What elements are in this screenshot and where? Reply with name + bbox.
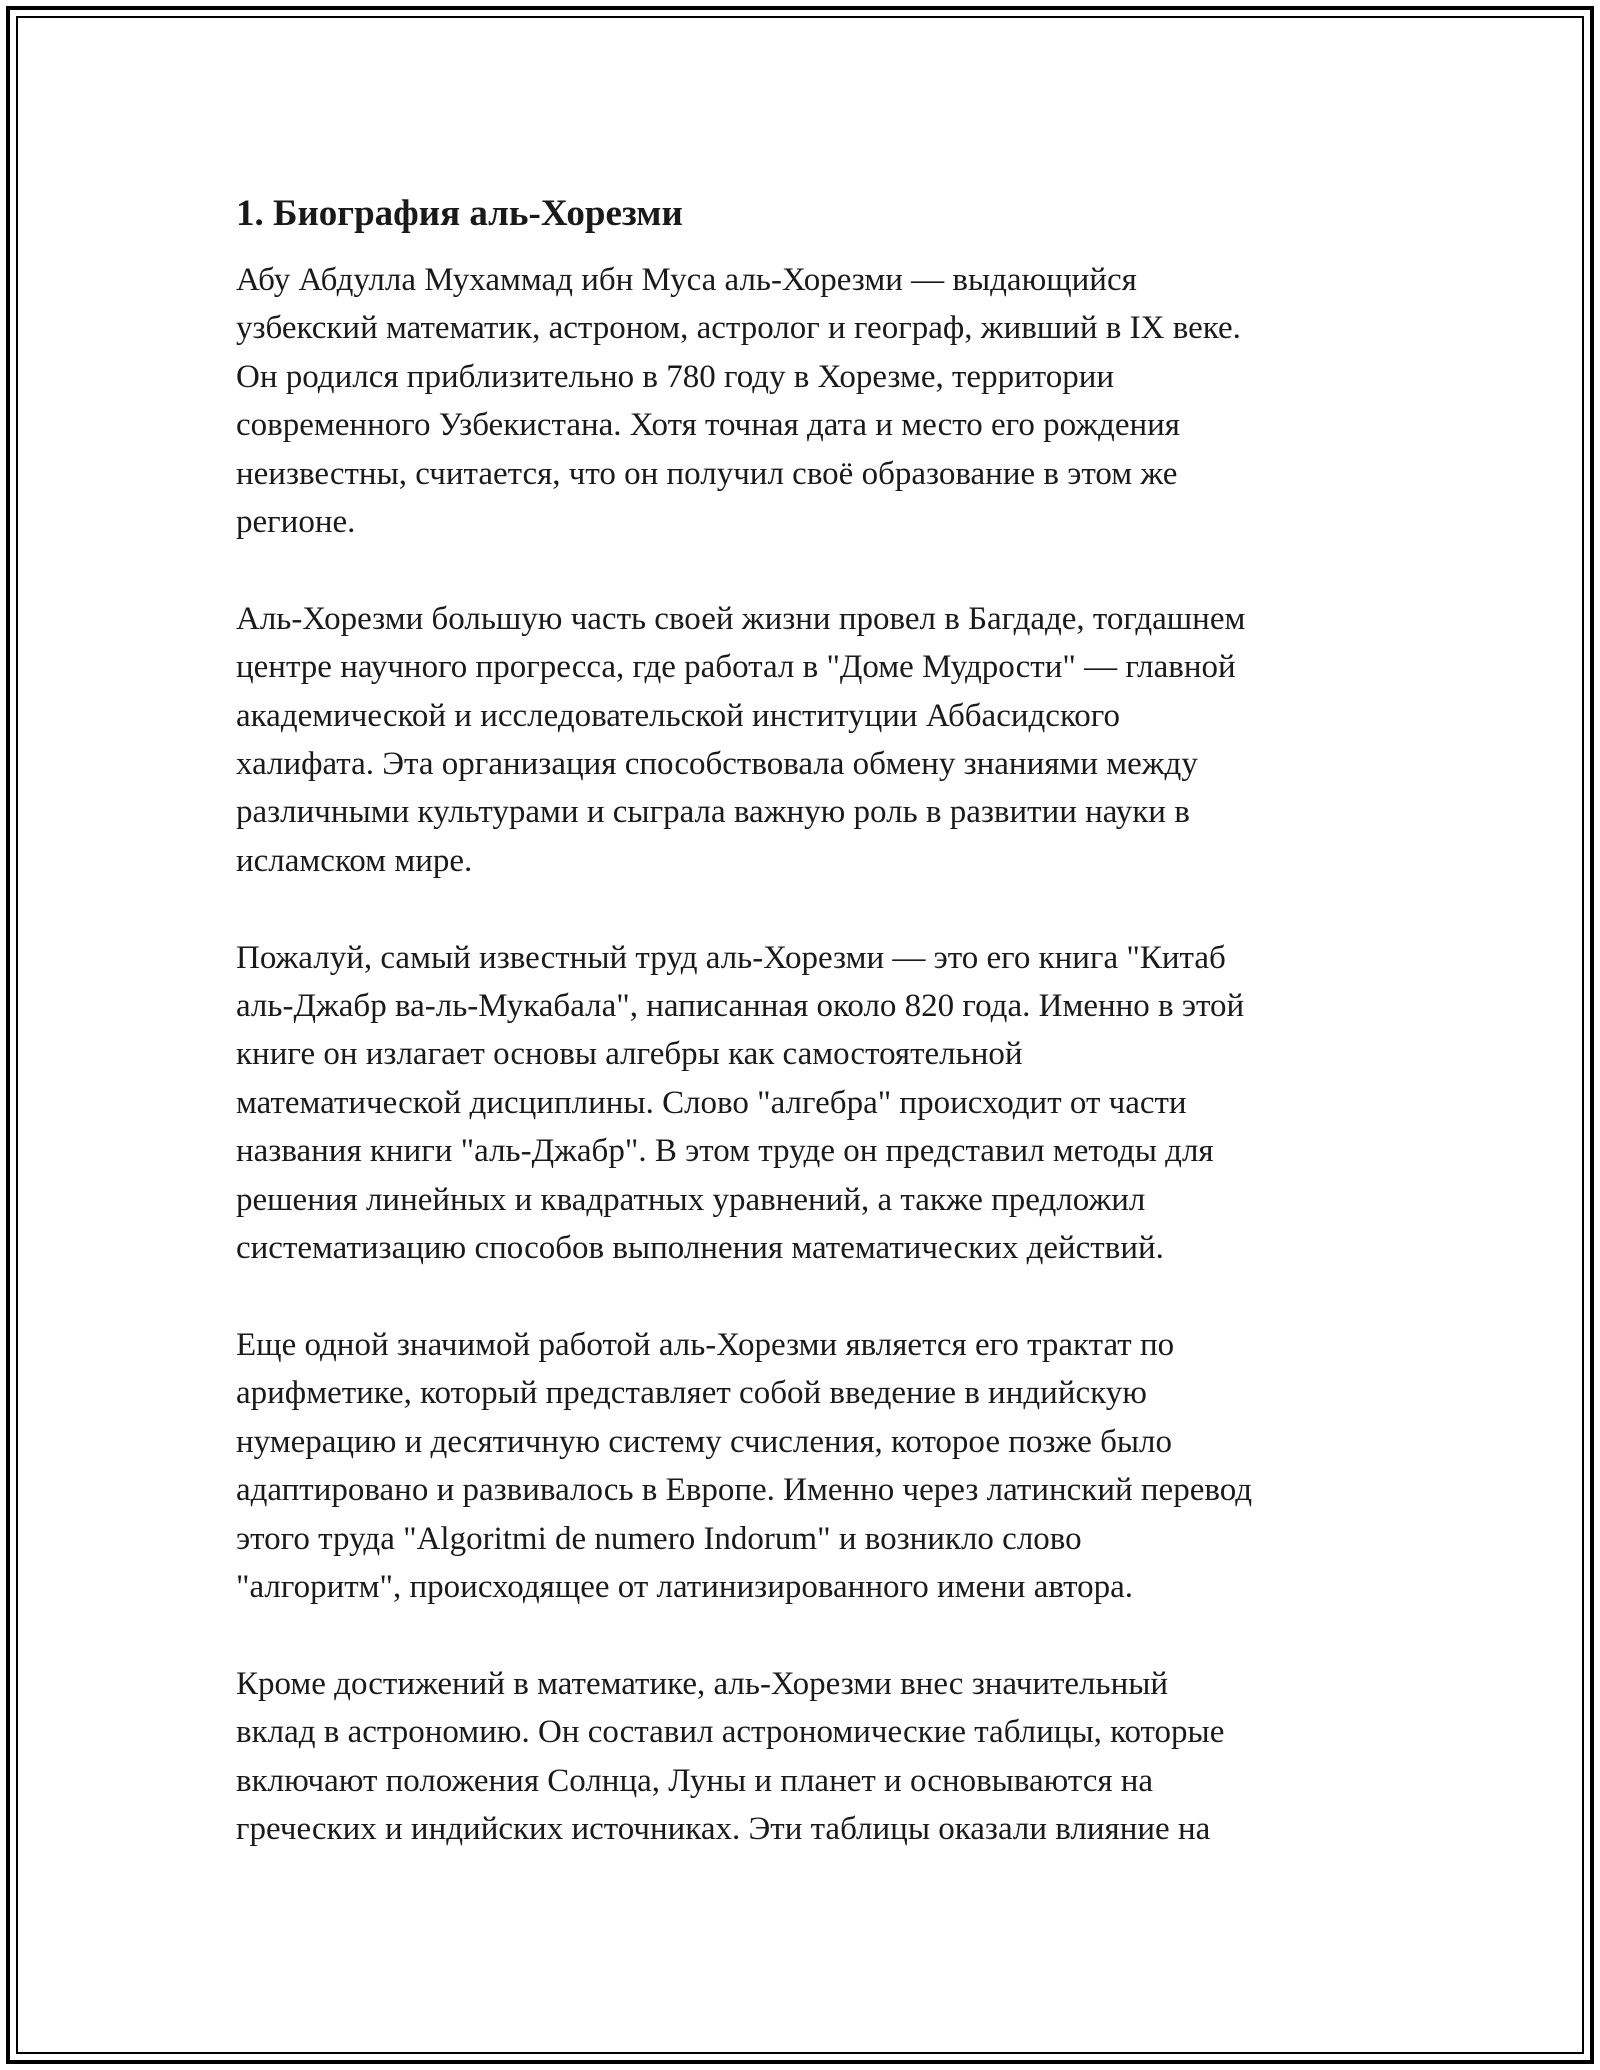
text-line: Кроме достижений в математике, аль-Хорезми внес значительный	[236, 1665, 1169, 1702]
text-line: неизвестны, считается, что он получил своё образование в этом же	[236, 455, 1178, 492]
text-line: этого труда "Algoritmi de numero Indorum" и возникло слово	[236, 1520, 1082, 1557]
text-line: Еще одной значимой работой аль-Хорезми является его трактат по	[236, 1326, 1175, 1363]
text-line: решения линейных и квадратных уравнений, а также предложил	[236, 1181, 1146, 1218]
paragraph-5	[236, 1660, 1396, 1854]
paragraph-4	[236, 1321, 1396, 1611]
paragraph-2	[236, 595, 1396, 885]
text-line: арифметике, который представляет собой введение в индийскую	[236, 1375, 1147, 1412]
text-line: Пожалуй, самый известный труд аль-Хорезми — это его книга "Китаб	[236, 939, 1226, 976]
text-line: названия книги "аль-Джабр". В этом труде он представил методы для	[236, 1133, 1214, 1170]
text-line: исламском мире.	[236, 842, 473, 879]
text-line: Аль-Хорезми большую часть своей жизни провел в Багдаде, тогдашнем	[236, 600, 1246, 637]
text-line: включают положения Солнца, Луны и планет и основываются на	[236, 1762, 1154, 1799]
text-line: Абу Абдулла Мухаммад ибн Муса аль-Хорезми — выдающийся	[236, 262, 1137, 298]
text-line: регионе.	[236, 504, 356, 541]
text-line: систематизацию способов выполнения математических действий.	[236, 1230, 1164, 1267]
text-line: центре научного прогресса, где работал в "Доме Мудрости" — главной	[236, 649, 1236, 686]
text-line: современного Узбекистана. Хотя точная дата и место его рождения	[236, 407, 1180, 444]
text-line: халифата. Эта организация способствовала обмену знаниями между	[236, 746, 1198, 783]
text-line: "алгоритм", происходящее от латинизированного имени автора.	[236, 1568, 1133, 1605]
text-line: книге он излагает основы алгебры как самостоятельной	[236, 1036, 1023, 1073]
text-line: греческих и индийских источниках. Эти таблицы оказали влияние на	[236, 1810, 1211, 1847]
text-line: аль-Джабр ва-ль-Мукабала", написанная около 820 года. Именно в этой	[236, 988, 1245, 1025]
text-line: различными культурами и сыграла важную роль в развитии науки в	[236, 794, 1190, 831]
text-line: Он родился приблизительно в 780 году в Хорезме, территории	[236, 358, 1115, 395]
text-line: академической и исследовательской институции Аббасидского	[236, 697, 1121, 734]
text-line: адаптировано и развивалось в Европе. Именно через латинский перевод	[236, 1472, 1253, 1509]
paragraph-3	[236, 934, 1396, 1273]
text-line: математической дисциплины. Слово "алгебра" происходит от части	[236, 1084, 1187, 1121]
paragraph-1	[236, 256, 1396, 546]
document-body	[236, 184, 1396, 1853]
text-line: нумерацию и десятичную систему счисления, которое позже было	[236, 1423, 1173, 1460]
section-title: 1. Биография аль-Хорезми	[236, 193, 683, 234]
text-line: вклад в астрономию. Он составил астрономические таблицы, которые	[236, 1714, 1225, 1751]
text-line: узбекский математик, астроном, астролог и географ, живший в IX веке.	[236, 310, 1241, 347]
